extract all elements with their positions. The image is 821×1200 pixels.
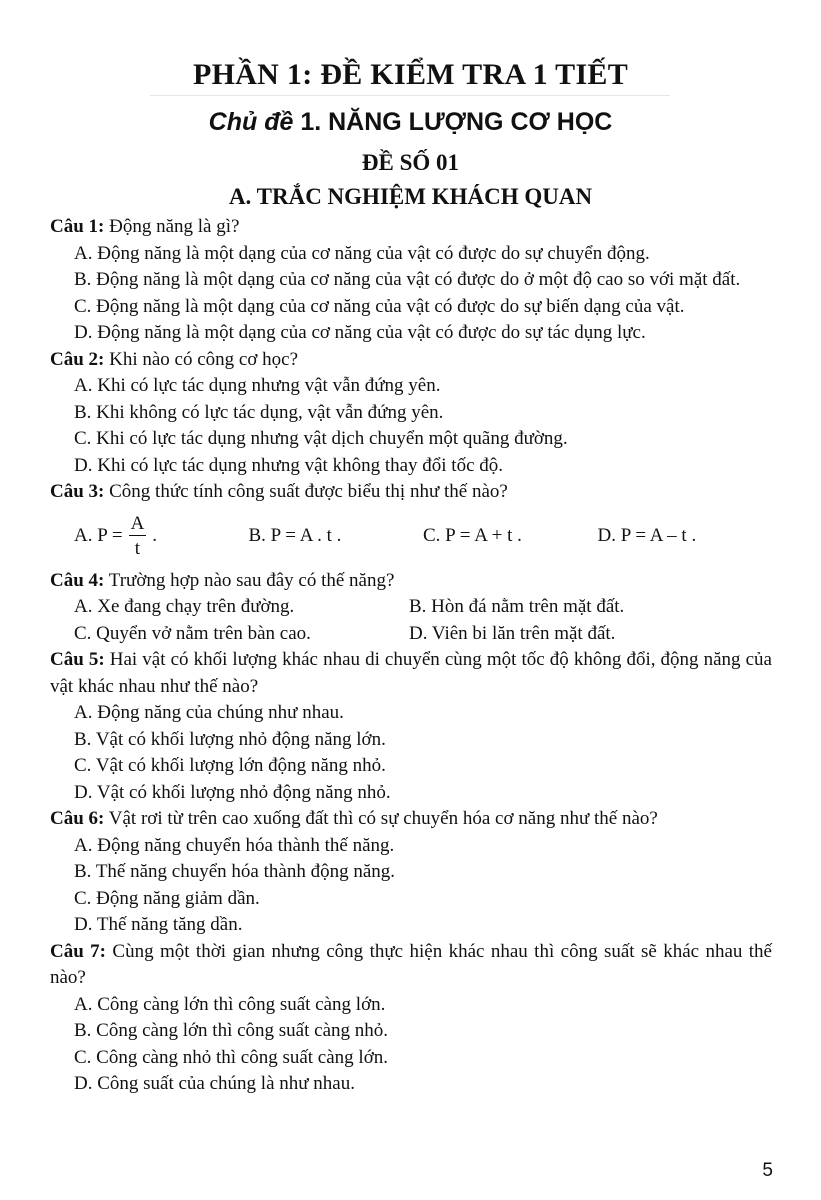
question-text: Hai vật có khối lượng khác nhau di chuyển cùng một tốc độ không đổi, động năng của vật khác nhau như thế nào? xyxy=(50,649,772,697)
question-4 xyxy=(50,568,772,595)
section-title: A. TRẮC NGHIỆM KHÁCH QUAN xyxy=(228,184,593,209)
option-b: B. P = A . t . xyxy=(248,525,342,547)
option-a: A. Động năng của chúng như nhau. xyxy=(74,702,344,723)
question-text: Khi nào có công cơ học? xyxy=(104,348,299,370)
option-c: C. Vật có khối lượng lớn động năng nhỏ. xyxy=(74,755,386,776)
option-a: A. Xe đang chạy trên đường. xyxy=(74,596,295,617)
question-list xyxy=(50,214,772,1098)
option-d: D. P = A – t . xyxy=(597,525,697,547)
option-d: D. Công suất của chúng là như nhau. xyxy=(74,1073,355,1094)
question-3 xyxy=(50,479,772,506)
fraction-numerator: A xyxy=(130,513,145,534)
question-label: Câu 4: xyxy=(50,569,105,591)
option-d: D. Động năng là một dạng của cơ năng của vật có được do sự tác dụng lực. xyxy=(74,322,646,343)
page-number: 5 xyxy=(762,1160,773,1181)
option-c: C. Quyển vở nằm trên bàn cao. xyxy=(74,622,311,644)
bleed-through-line xyxy=(150,95,670,96)
option-d: D. Viên bi lăn trên mặt đất. xyxy=(409,622,616,644)
option-b: B. Hòn đá nằm trên mặt đất. xyxy=(409,596,625,617)
option-a-prefix: A. P = xyxy=(74,525,123,547)
exam-number: ĐỀ SỐ 01 xyxy=(361,150,460,175)
formula-options xyxy=(50,506,772,568)
option-b: B. Vật có khối lượng nhỏ động năng lớn. xyxy=(74,728,386,750)
question-text: Công thức tính công suất được biểu thị như thế nào? xyxy=(104,481,508,502)
option-a: A. Khi có lực tác dụng nhưng vật vẫn đứng yên. xyxy=(74,375,441,396)
option-d: D. Thế năng tăng dần. xyxy=(74,914,243,935)
option-d: D. Vật có khối lượng nhỏ động năng nhỏ. xyxy=(74,781,391,803)
option-a: A. Động năng chuyển hóa thành thế năng. xyxy=(74,834,395,856)
question-text: Vật rơi từ trên cao xuống đất thì có sự chuyển hóa cơ năng như thế nào? xyxy=(104,808,658,829)
option-c: C. Công càng nhỏ thì công suất càng lớn. xyxy=(74,1046,389,1068)
options-row xyxy=(50,594,772,621)
topic-title xyxy=(0,108,821,137)
option-a: A. Động năng là một dạng của cơ năng của vật có được do sự chuyển động. xyxy=(74,242,650,264)
option-b: B. Khi không có lực tác dụng, vật vẫn đứng yên. xyxy=(74,401,444,423)
fraction-denominator: t xyxy=(134,538,141,559)
part-title: PHẦN 1: ĐỀ KIỂM TRA 1 TIẾT xyxy=(192,58,629,91)
question-label: Câu 7: xyxy=(50,940,107,962)
option-b: B. Thế năng chuyển hóa thành động năng. xyxy=(74,861,395,882)
question-label: Câu 3: xyxy=(50,481,105,502)
question-1 xyxy=(50,214,772,241)
option-a: A. Công càng lớn thì công suất càng lớn. xyxy=(74,993,386,1015)
question-7 xyxy=(50,939,772,992)
question-6 xyxy=(50,806,772,833)
question-label: Câu 6: xyxy=(50,808,105,829)
option-b: B. Công càng lớn thì công suất càng nhỏ. xyxy=(74,1020,389,1041)
question-2 xyxy=(50,347,772,374)
option-c: C. Khi có lực tác dụng nhưng vật dịch chuyển một quãng đường. xyxy=(74,428,568,449)
question-text: Cùng một thời gian nhưng công thực hiện khác nhau thì công suất sẽ khác nhau thế nào? xyxy=(50,940,772,988)
fraction xyxy=(129,513,147,560)
option-a xyxy=(74,513,249,560)
option-c: C. Động năng giảm dần. xyxy=(74,887,260,909)
question-text: Động năng là gì? xyxy=(104,216,240,237)
option-b: B. Động năng là một dạng của cơ năng của vật có được do ở một độ cao so với mặt đất. xyxy=(74,269,741,290)
question-label: Câu 2: xyxy=(50,348,105,370)
option-c: C. Động năng là một dạng của cơ năng của vật có được do sự biến dạng của vật. xyxy=(74,295,685,317)
question-label: Câu 1: xyxy=(50,216,105,237)
options-row xyxy=(50,621,772,648)
option-a-suffix: . xyxy=(152,525,158,547)
option-c: C. P = A + t . xyxy=(423,525,522,547)
topic-prefix: Chủ đề xyxy=(208,108,294,136)
option-d: D. Khi có lực tác dụng nhưng vật không thay đổi tốc độ. xyxy=(74,454,504,476)
question-text: Trường hợp nào sau đây có thế năng? xyxy=(104,569,395,591)
topic-title-text: 1. NĂNG LƯỢNG CƠ HỌC xyxy=(293,108,613,136)
question-5 xyxy=(50,647,772,700)
question-label: Câu 5: xyxy=(50,649,105,670)
